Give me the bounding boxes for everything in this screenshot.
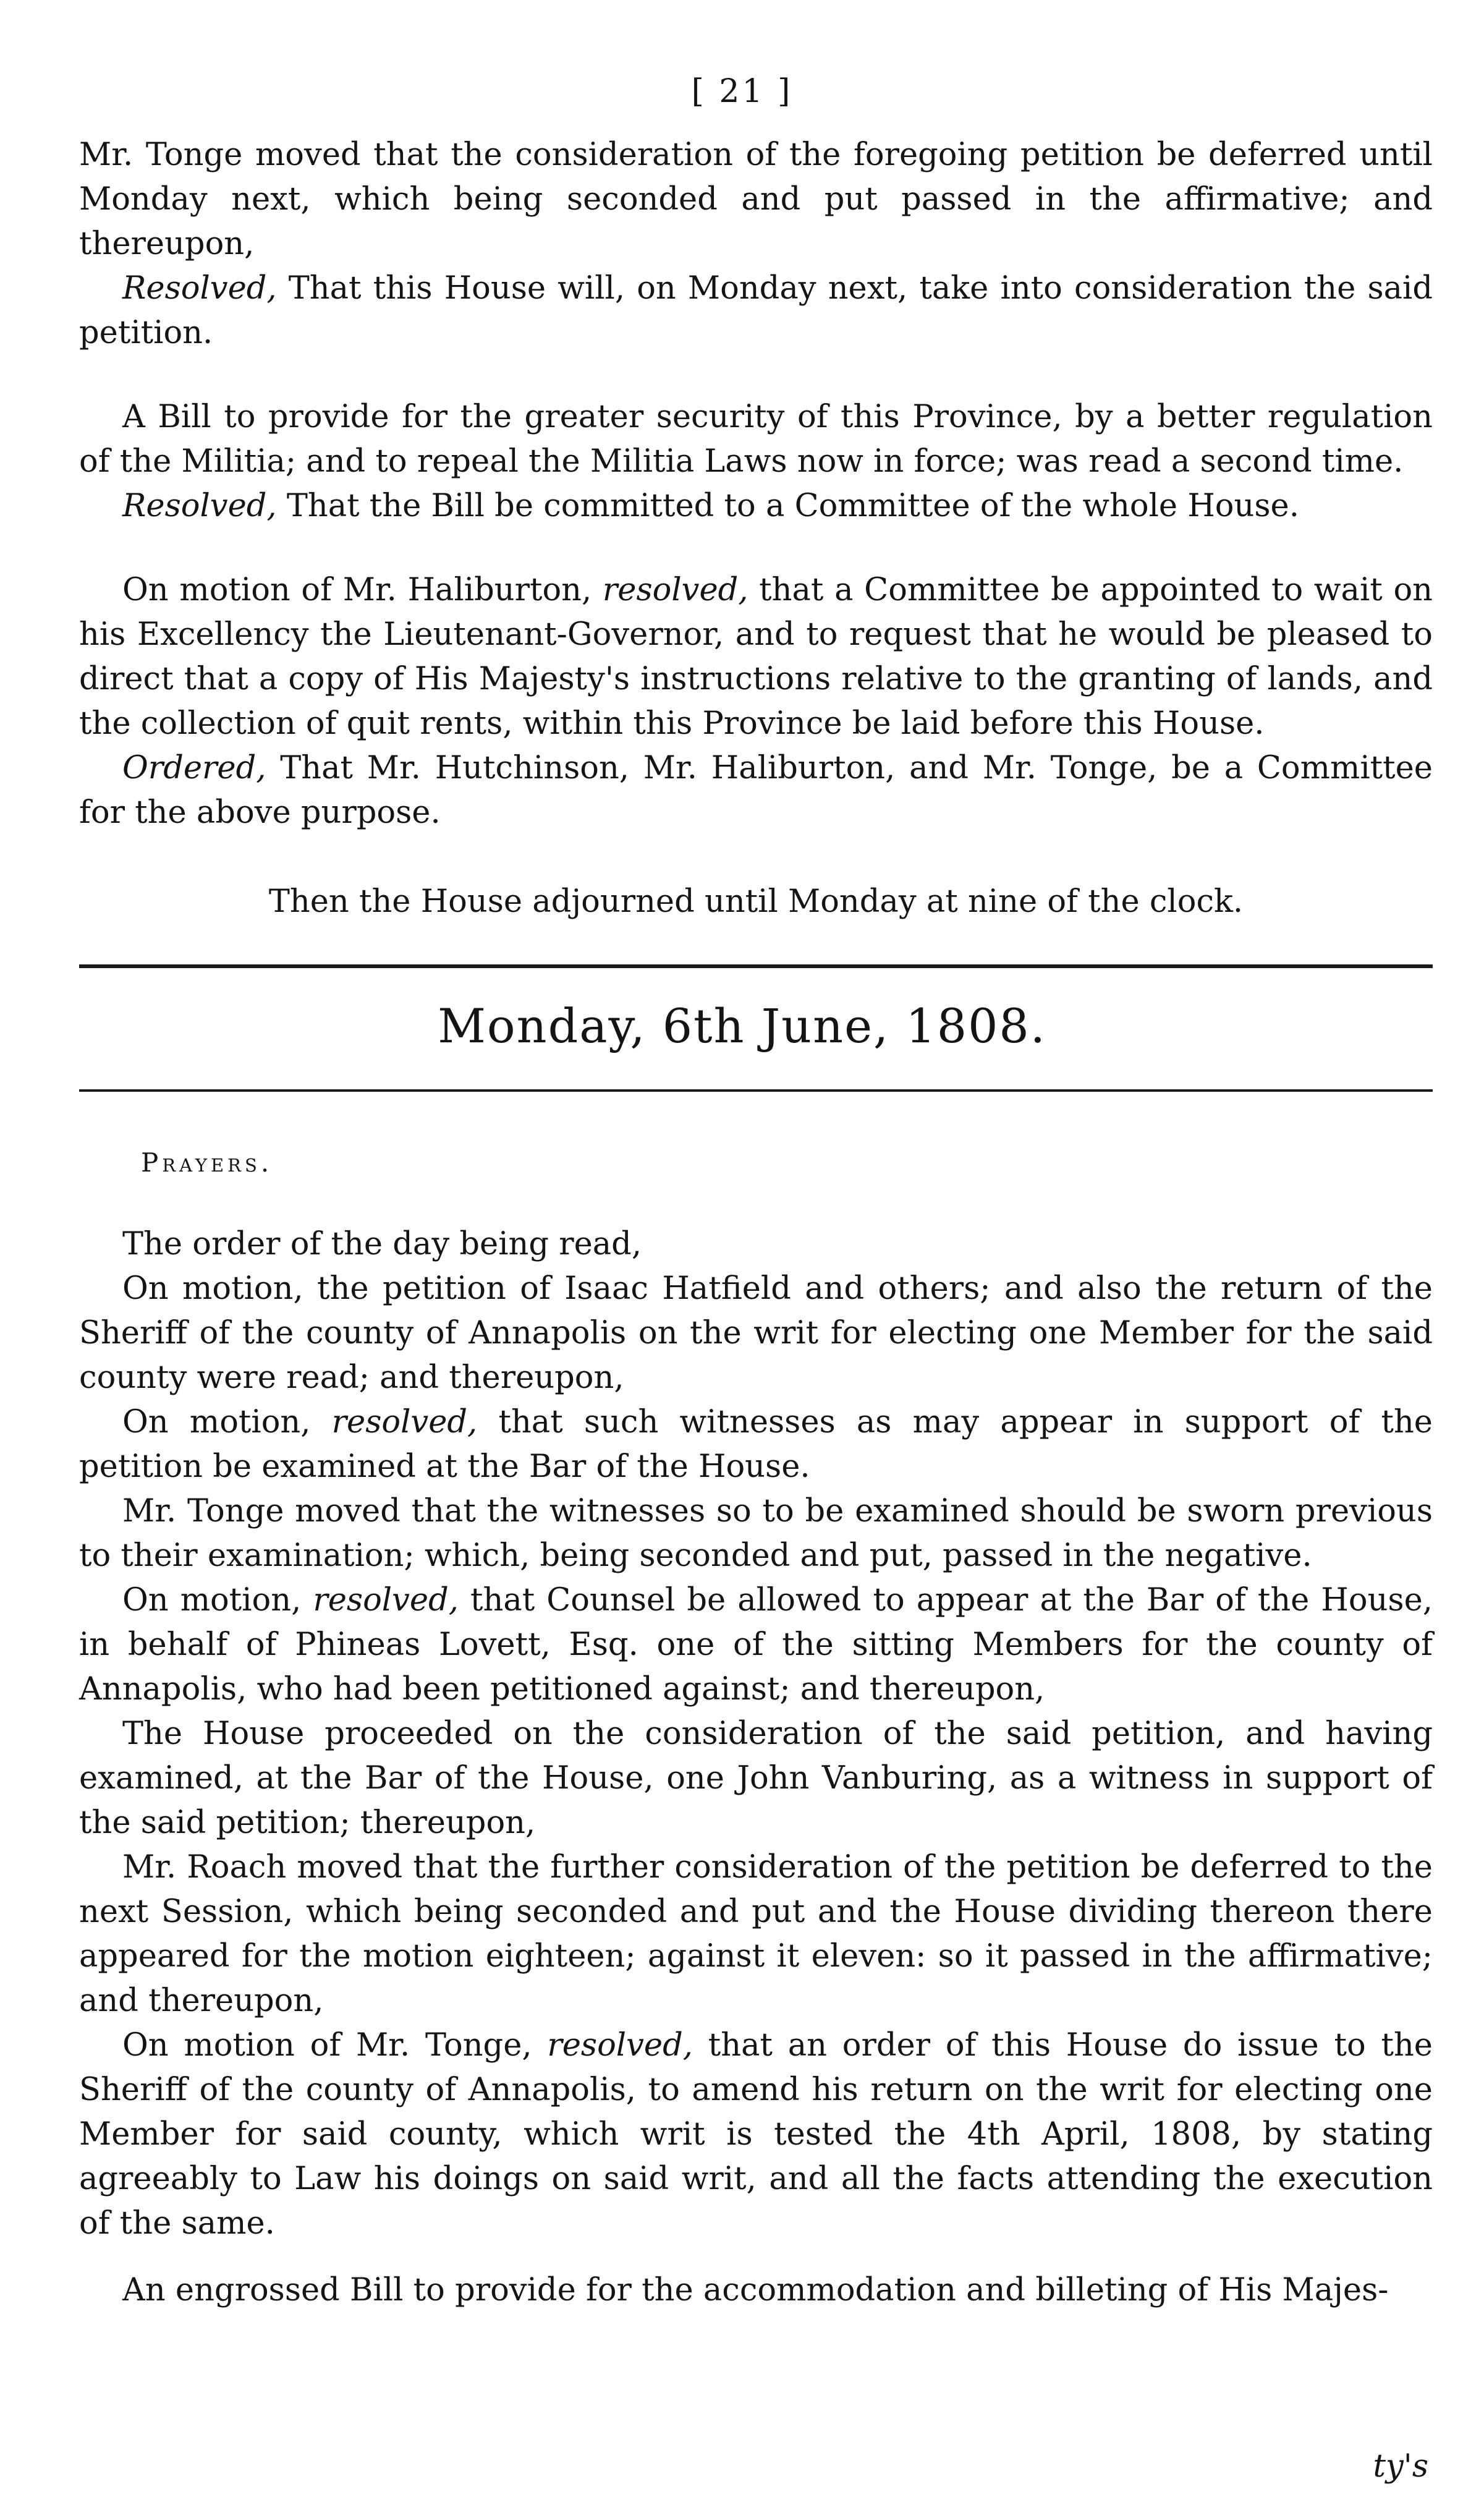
ordered-label: Ordered, xyxy=(122,750,266,786)
paragraph-text: On motion of Mr. Tonge, xyxy=(122,2027,548,2064)
date-heading: Monday, 6th June, 1808. xyxy=(438,998,1046,1053)
paragraph-text: That the Bill be committed to a Committee of the whole House. xyxy=(276,488,1299,524)
proceedings-monday xyxy=(79,1141,1433,2313)
paragraph-engrossed-bill: An engrossed Bill to provide for the accommodation and billeting of His Majes- xyxy=(122,2272,1389,2308)
paragraph-witnesses-sworn: Mr. Tonge moved that the witnesses so to be examined should be sworn previous to their examination; which, being seconded and put, passed in the negative. xyxy=(79,1493,1433,1574)
resolved-label: resolved, xyxy=(313,1582,459,1618)
paragraph-text: On motion of Mr. Haliburton, xyxy=(122,572,603,608)
paragraph-text: On motion, xyxy=(122,1582,313,1618)
paragraph-roach-motion: Mr. Roach moved that the further consideration of the petition be deferred to the next Session, which being seconded and put and the House dividing thereon there appeared for the motion eighteen; against it eleven: so it passed in the affirmative; and thereupon, xyxy=(79,1849,1433,2019)
paragraph-text: that Counsel be allowed to appear at the Bar of the House, in behalf of Phineas Lovett, Esq. one of the sitting Members for the county of Annapolis, who had been petitioned against; and thereupon, xyxy=(79,1582,1433,1708)
prayers-heading: Prayers. xyxy=(141,1147,273,1178)
paragraph-resolved-monday xyxy=(79,266,1433,355)
paragraph-text: Mr. Tonge moved that the consideration of the foregoing petition be deferred until Monday next, which being seconded and put passed in the affirmative; and thereupon, xyxy=(79,137,1433,262)
proceedings-before-adjournment xyxy=(79,133,1433,924)
paragraph-sheriff-order xyxy=(79,2023,1433,2246)
paragraph-hatfield-petition: On motion, the petition of Isaac Hatfield and others; and also the return of the Sheriff of the county of Annapolis on the writ for electing one Member for the said county were read; and thereupon, xyxy=(79,1270,1433,1396)
paragraph-text: On motion, xyxy=(122,1404,332,1440)
resolved-label: resolved, xyxy=(331,1404,478,1440)
paragraph-tonge-motion xyxy=(79,133,1433,266)
paragraph-order-of-day: The order of the day being read, xyxy=(122,1226,642,1262)
paragraph-resolved-committee xyxy=(79,484,1433,529)
paragraph-text: that such witnesses as may appear in support of the petition be examined at the Bar of the House. xyxy=(79,1404,1433,1485)
paragraph-counsel-allowed xyxy=(79,1578,1433,1712)
paragraph-haliburton-motion xyxy=(79,568,1433,746)
section-rule-top xyxy=(79,964,1433,968)
paragraph-witnesses-examined xyxy=(79,1400,1433,1489)
resolved-label: resolved, xyxy=(602,572,748,608)
paragraph-text: that an order of this House do issue to the Sheriff of the county of Annapolis, to amend his return on the writ for electing one Member for said county, which writ is tested the 4th April, 1808, by stating agreeably to Law his doings on said writ, and all the facts attending the execution of the same. xyxy=(79,2027,1433,2242)
paragraph-text: that a Committee be appointed to wait on his Excellency the Lieutenant-Governor, and to request that he would be pleased to direct that a copy of His Majesty's instructions relative to the granting of lands, and the collection of quit rents, within this Province be laid before this House. xyxy=(79,572,1433,742)
paragraph-ordered-committee xyxy=(79,746,1433,835)
paragraph-militia-bill xyxy=(79,395,1433,484)
paragraph-vanburing-witness: The House proceeded on the consideration of the said petition, and having examined, at the Bar of the House, one John Vanburing, as a witness in support of the said petition; thereupon, xyxy=(79,1716,1433,1841)
resolved-label: Resolved, xyxy=(122,270,277,307)
resolved-label: resolved, xyxy=(547,2027,693,2064)
paragraph-text: That Mr. Hutchinson, Mr. Haliburton, and Mr. Tonge, be a Committee for the above purpose. xyxy=(79,750,1433,831)
section-rule-bottom xyxy=(79,1089,1433,1092)
resolved-label: Resolved, xyxy=(122,488,277,524)
page-number: [ 21 ] xyxy=(691,73,793,110)
paragraph-text: A Bill to provide for the greater security of this Province, by a better regulation of the Militia; and to repeal the Militia Laws now in force; was read a second time. xyxy=(79,399,1433,480)
catchword: ty's xyxy=(1373,2448,1428,2485)
adjournment-line: Then the House adjourned until Monday at nine of the clock. xyxy=(268,883,1244,920)
paragraph-text: That this House will, on Monday next, take into consideration the said petition. xyxy=(79,270,1433,351)
